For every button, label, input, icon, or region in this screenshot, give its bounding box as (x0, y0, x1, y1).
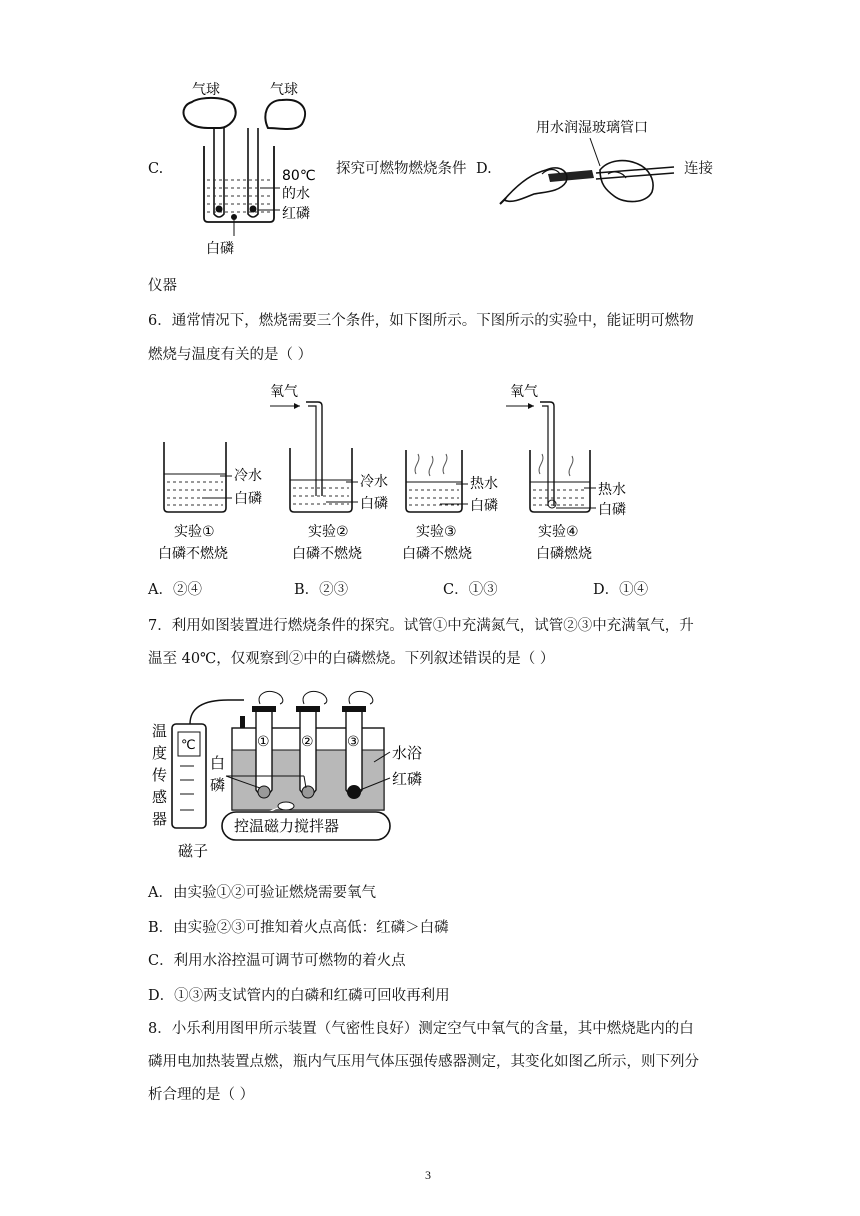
svg-text:冷水: 冷水 (360, 474, 388, 490)
svg-text:①: ① (257, 734, 270, 750)
option-c-caption: 探究可燃物燃烧条件 (336, 161, 467, 177)
q6-option-a[interactable]: A．②④ (148, 582, 202, 598)
q7-stem-line2: 温至 40℃，仅观察到②中的白磷燃烧。下列叙述错误的是（ ） (148, 651, 555, 667)
q8-stem-line1: 8．小乐利用图甲所示装置（气密性良好）测定空气中氧气的含量，其中燃烧匙内的白 (148, 1021, 694, 1037)
svg-text:℃: ℃ (181, 738, 196, 753)
q7-option-d[interactable]: D．①③两支试管内的白磷和红磷可回收再利用 (148, 988, 450, 1004)
svg-text:白磷燃烧: 白磷燃烧 (536, 546, 592, 562)
svg-text:白磷: 白磷 (234, 491, 262, 507)
stirrer-label: 控温磁力搅拌器 (234, 817, 340, 835)
white-phosphorus-label: 白磷 (206, 241, 234, 257)
experiment-2 (270, 384, 388, 562)
red-p-label: 红磷 (392, 770, 423, 788)
svg-text:白磷: 白磷 (470, 498, 498, 514)
svg-text:实验④: 实验④ (538, 524, 579, 540)
svg-text:磷: 磷 (210, 776, 226, 794)
option-c-label: C. (148, 161, 164, 177)
svg-text:实验①: 实验① (174, 524, 215, 540)
balloon-left-label: 气球 (192, 82, 220, 98)
option-d-caption-wrap: 仪器 (148, 278, 177, 294)
wet-tube-title: 用水润湿玻璃管口 (536, 120, 648, 136)
q6-option-c[interactable]: C．①③ (443, 582, 498, 598)
svg-text:氧气: 氧气 (270, 384, 298, 400)
option-d-caption-end: 连接 (684, 161, 713, 177)
q7-stem-line1: 7．利用如图装置进行燃烧条件的探究。试管①中充满氮气，试管②③中充满氧气，升 (148, 618, 694, 634)
hot-water-label: 的水 (282, 186, 310, 202)
svg-text:实验②: 实验② (308, 524, 349, 540)
q8-stem-line2: 磷用电加热装置点燃，瓶内气压用气体压强传感器测定，其变化如图乙所示，则下列分 (148, 1054, 699, 1070)
magnet-label: 磁子 (178, 842, 209, 860)
page-number: 3 (425, 1168, 431, 1182)
temp-label: 80℃ (282, 168, 316, 184)
svg-text:器: 器 (152, 810, 168, 828)
svg-text:②: ② (301, 734, 314, 750)
svg-text:白磷不燃烧: 白磷不燃烧 (292, 546, 362, 562)
svg-text:度: 度 (152, 744, 168, 762)
q6-experiments-figure (150, 378, 650, 566)
svg-text:热水: 热水 (470, 476, 498, 492)
svg-text:热水: 热水 (598, 482, 626, 498)
wet-glass-tube-figure (496, 112, 676, 212)
experiment-1 (158, 442, 262, 562)
svg-text:白磷: 白磷 (360, 496, 388, 512)
q8-stem-line3: 析合理的是（ ） (148, 1087, 255, 1103)
q6-stem-line1: 6．通常情况下，燃烧需要三个条件，如下图所示。下图所示的实验中，能证明可燃物 (148, 313, 694, 329)
svg-text:感: 感 (152, 788, 168, 806)
q7-apparatus-figure (148, 680, 438, 860)
q6-option-d[interactable]: D．①④ (593, 582, 649, 598)
svg-text:冷水: 冷水 (234, 468, 262, 484)
svg-text:③: ③ (347, 734, 360, 750)
experiment-3 (402, 450, 498, 562)
option-d-label: D. (476, 161, 492, 177)
svg-text:白磷不燃烧: 白磷不燃烧 (158, 546, 228, 562)
experiment-4 (506, 384, 626, 562)
q7-option-c[interactable]: C．利用水浴控温可调节可燃物的着火点 (148, 953, 406, 969)
svg-text:白磷不燃烧: 白磷不燃烧 (402, 546, 472, 562)
red-phosphorus-label: 红磷 (282, 206, 310, 222)
svg-text:实验③: 实验③ (416, 524, 457, 540)
white-p-char-1: 白 (210, 754, 226, 772)
q6-option-b[interactable]: B．②③ (294, 582, 349, 598)
combustion-conditions-figure (170, 76, 330, 261)
sensor-label-1: 温 (152, 722, 168, 740)
water-bath-label: 水浴 (392, 744, 423, 762)
q7-option-b[interactable]: B．由实验②③可推知着火点高低：红磷＞白磷 (148, 920, 449, 936)
svg-text:传: 传 (152, 766, 168, 784)
svg-text:氧气: 氧气 (510, 384, 538, 400)
q7-option-a[interactable]: A．由实验①②可验证燃烧需要氧气 (148, 885, 376, 901)
balloon-right-label: 气球 (270, 82, 298, 98)
q6-stem-line2: 燃烧与温度有关的是（ ） (148, 347, 313, 363)
svg-text:白磷: 白磷 (598, 502, 626, 518)
